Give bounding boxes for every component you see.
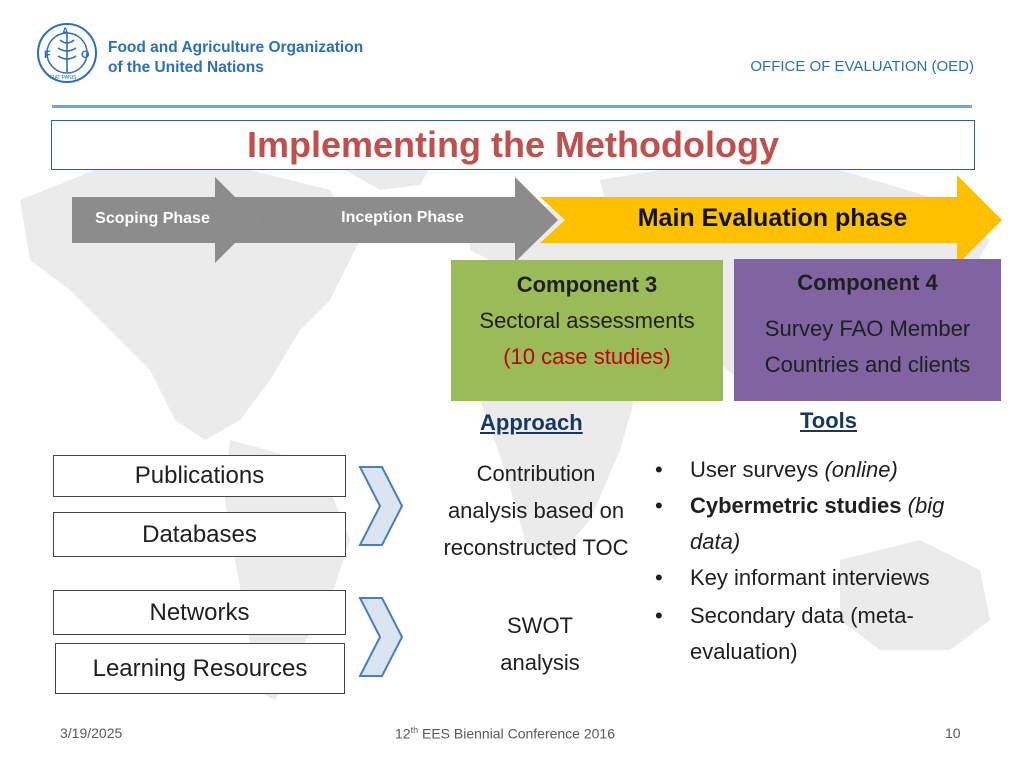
databases-label: Databases (142, 520, 257, 548)
tool-2-emphasis-1: (big (901, 493, 945, 518)
tools-list (655, 452, 995, 670)
tool-2-bold: Cybermetric studies (690, 493, 902, 518)
networks-label: Networks (149, 598, 250, 626)
chevron-right-icon (356, 594, 406, 680)
tools-heading: Tools (800, 408, 858, 433)
contribution-line1: Contribution (476, 461, 596, 486)
bullet: • (655, 565, 663, 590)
component-4-box (734, 259, 1001, 401)
conference-name: EES Biennial Conference 2016 (418, 725, 616, 742)
bullet: • (655, 457, 663, 482)
conference-suffix: th (410, 725, 419, 735)
approach-heading: Approach (480, 410, 583, 435)
svg-text:O: O (81, 49, 90, 61)
svg-text:FIAT PANIS: FIAT PANIS (50, 75, 77, 81)
chevron-right-icon (356, 463, 406, 549)
footer-date: 3/19/2025 (60, 725, 123, 741)
tool-3-text: Key informant interviews (690, 565, 930, 590)
inception-phase-label: Inception Phase (341, 209, 464, 226)
component-3-title: Component 3 (516, 272, 658, 297)
swot-analysis-text (470, 607, 610, 681)
bullet: • (655, 603, 663, 628)
component-3-box (451, 260, 723, 401)
swot-line2: analysis (500, 650, 580, 675)
tool-4-line1: Secondary data (meta- (690, 603, 914, 628)
list-item (655, 452, 995, 488)
tool-4-line2: evaluation) (690, 639, 798, 664)
main-phase-label: Main Evaluation phase (637, 204, 908, 232)
component-4-title: Component 4 (797, 270, 938, 295)
component-3-line1: Sectoral assessments (479, 308, 695, 333)
page-number: 10 (945, 725, 961, 741)
learning-resources-label: Learning Resources (92, 654, 308, 682)
svg-text:F: F (44, 49, 51, 61)
learning-resources-box (55, 643, 345, 694)
bullet: • (655, 493, 663, 518)
list-item (655, 598, 995, 670)
tool-1-text: User surveys (690, 457, 825, 482)
office-label: OFFICE OF EVALUATION (OED) (750, 58, 974, 75)
component-3-line2: (10 case studies) (503, 344, 671, 369)
slide-title: Implementing the Methodology (247, 124, 779, 165)
networks-box (53, 590, 346, 635)
phase-arrows (0, 0, 1024, 300)
svg-text:A: A (62, 26, 69, 36)
org-name-line1: Food and Agriculture Organization (108, 39, 364, 56)
list-item (655, 488, 995, 560)
org-name-line2: of the United Nations (108, 59, 264, 76)
component-4-line2: Countries and clients (764, 352, 971, 377)
scoping-phase-label: Scoping Phase (95, 210, 210, 227)
swot-line1: SWOT (507, 613, 573, 638)
tool-1-emphasis: (online) (824, 457, 898, 482)
publications-box (53, 455, 346, 497)
contribution-line2: analysis based on (447, 498, 625, 523)
contribution-line3: reconstructed TOC (443, 535, 629, 560)
databases-box (53, 512, 346, 557)
component-4-line1: Survey FAO Member (764, 316, 971, 341)
conference-number: 12 (395, 725, 411, 742)
publications-label: Publications (134, 462, 265, 489)
list-item (655, 560, 995, 596)
tool-2-emphasis-2: data) (690, 529, 741, 554)
footer-conference (395, 725, 615, 742)
contribution-analysis-text (425, 455, 647, 566)
